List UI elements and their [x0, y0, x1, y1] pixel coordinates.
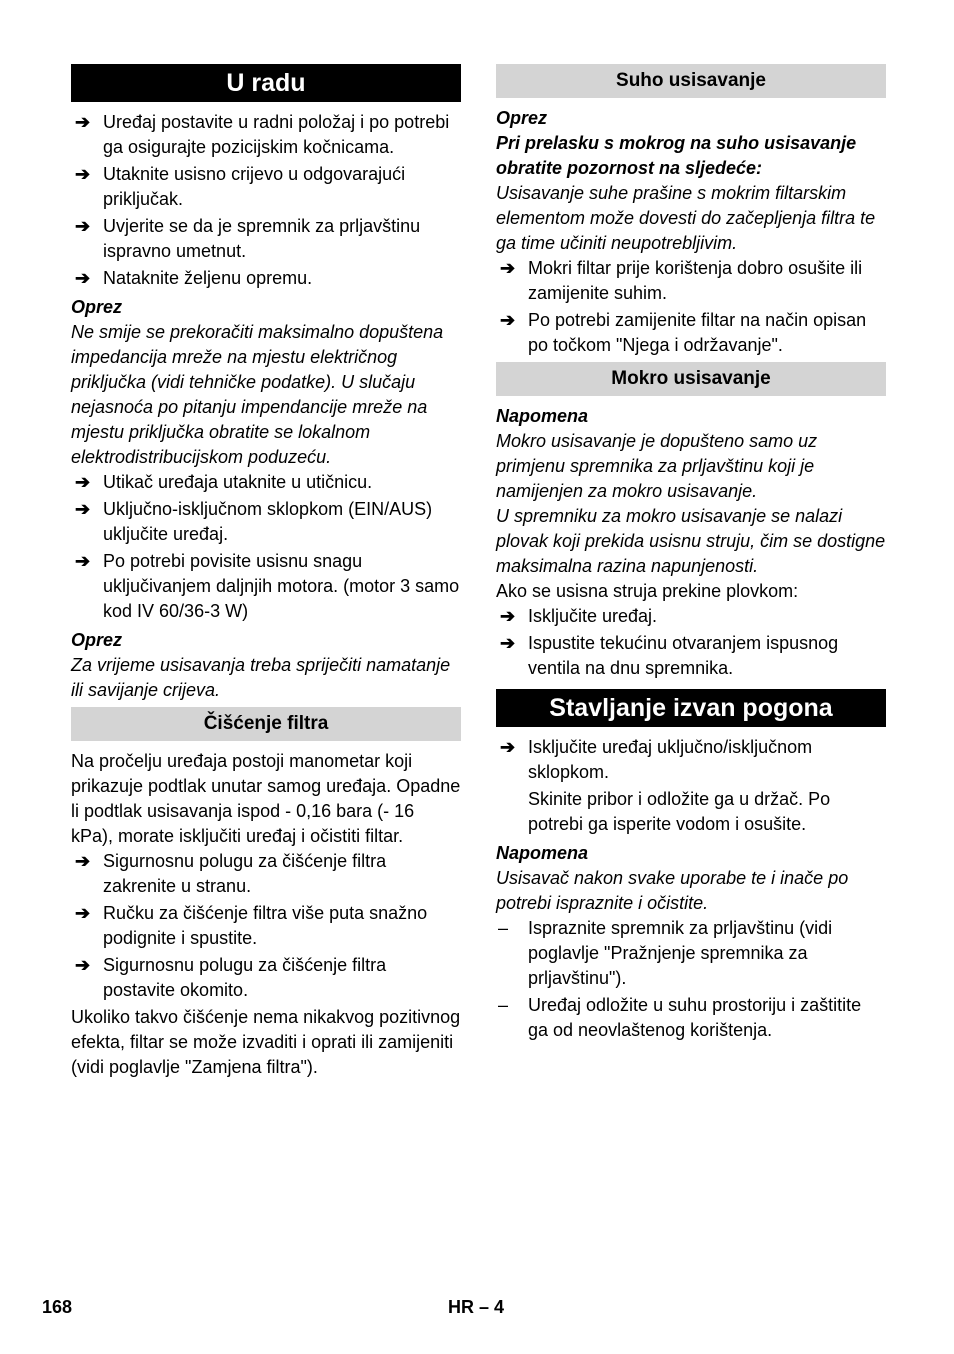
arrow-right-icon: ➔ [500, 737, 516, 757]
heading-mokro-usisavanje: Mokro usisavanje [496, 362, 886, 396]
mokro-plain-text: Ako se usisna struja prekine plovkom: [496, 581, 799, 601]
item-text: Ručku za čišćenje filtra više puta snažno podignite i spustite. [103, 903, 428, 948]
heading-u-radu: U radu [71, 64, 461, 102]
item-text: Po potrebi povisite usisnu snagu uključivanjem daljnjih motora. (motor 3 samo kod IV 60/36-3 W) [103, 551, 460, 621]
arrow-right-icon: ➔ [75, 472, 91, 492]
list-item [71, 162, 461, 212]
left-column [71, 64, 461, 1080]
oprez-label: Oprez [71, 630, 123, 650]
arrow-right-icon: ➔ [75, 551, 91, 571]
arrow-right-icon: ➔ [75, 851, 91, 871]
arrow-right-icon: ➔ [75, 268, 91, 288]
item-text: Utikač uređaja utaknite u utičnicu. [103, 472, 373, 492]
right-column [496, 64, 886, 1045]
ciscenje-intro: Na pročelju uređaja postoji manometar koji prikazuje podtlak unutar samog uređaja. Opadne li podtlak usisavanja ispod - 0,16 bara (- 16 kPa), morate isključiti uređaj i očistiti filtar. [71, 751, 461, 846]
item-text: Utaknite usisno crijevo u odgovarajući priključak. [103, 164, 406, 209]
indented-text: Skinite pribor i odložite ga u držač. Po potrebi ga isperite vodom i osušite. [528, 789, 831, 834]
list-item [496, 308, 886, 358]
item-text: Ispraznite spremnik za prljavštinu (vidi poglavlje "Pražnjenje spremnika za prljavštinu"). [528, 918, 833, 988]
arrow-right-icon: ➔ [75, 955, 91, 975]
list-item [496, 916, 886, 991]
napomena-text: Usisavač nakon svake uporabe te i inače po potrebi ispraznite i očistite. [496, 868, 849, 913]
heading-stavljanje-izvan-pogona: Stavljanje izvan pogona [496, 689, 886, 727]
oprez-bold: Pri prelasku s mokrog na suho usisavanje obratite pozornost na sljedeće: [496, 133, 857, 178]
napomena-text: U spremniku za mokro usisavanje se nalazi plovak koji prekida usisnu struju, čim se dostigne maksimalna razina napunjenosti. [496, 506, 886, 576]
dash-icon: – [498, 918, 509, 938]
ciscenje-outro: Ukoliko takvo čišćenje nema nikakvog pozitivnog efekta, filtar se može izvaditi i oprati ili zamijeniti (vidi poglavlje "Zamjena filtra"). [71, 1007, 461, 1077]
list-item [71, 497, 461, 547]
list-item [496, 631, 886, 681]
arrow-right-icon: ➔ [75, 499, 91, 519]
item-text: Mokri filtar prije korištenja dobro osušite ili zamijenite suhim. [528, 258, 863, 303]
item-text: Isključite uređaj uključno/isključnom sklopkom. [528, 737, 813, 782]
item-text: Isključite uređaj. [528, 606, 658, 626]
list-item [496, 735, 886, 785]
item-text: Nataknite željenu opremu. [103, 268, 313, 288]
arrow-right-icon: ➔ [500, 606, 516, 626]
item-text: Po potrebi zamijenite filtar na način opisan po točkom "Njega i održavanje". [528, 310, 867, 355]
list-item [496, 256, 886, 306]
list-item [71, 901, 461, 951]
list-item [71, 266, 461, 291]
list-item [71, 110, 461, 160]
list-item [71, 214, 461, 264]
oprez-text: Ne smije se prekoračiti maksimalno dopuštena impedancija mreže na mjestu električnog priključka (vidi tehničke podatke). U slučaju nejasnoća po pitanju impendancije mreže na mjestu priključka obratite se lokalnom elektrodistribucijskom poduzeću. [71, 322, 444, 467]
oprez-label: Oprez [496, 108, 548, 128]
napomena-label: Napomena [496, 843, 589, 863]
arrow-right-icon: ➔ [75, 216, 91, 236]
item-text: Sigurnosnu polugu za čišćenje filtra zakrenite u stranu. [103, 851, 387, 896]
oprez-label: Oprez [71, 297, 123, 317]
arrow-right-icon: ➔ [500, 310, 516, 330]
arrow-right-icon: ➔ [500, 258, 516, 278]
heading-ciscenje-filtra: Čišćenje filtra [71, 707, 461, 741]
list-item [71, 849, 461, 899]
dash-icon: – [498, 995, 509, 1015]
footer-lang-page: HR – 4 [448, 1297, 505, 1317]
page-number: 168 [42, 1297, 73, 1317]
list-item [71, 953, 461, 1003]
item-text: Sigurnosnu polugu za čišćenje filtra postavite okomito. [103, 955, 387, 1000]
oprez-text: Usisavanje suhe prašine s mokrim filtarskim elementom može dovesti do začepljenja filtra te ga time učiniti neupotrebljivim. [496, 183, 876, 253]
item-text: Uključno-isključnom sklopkom (EIN/AUS) uključite uređaj. [103, 499, 433, 544]
item-text: Uvjerite se da je spremnik za prljavštinu ispravno umetnut. [103, 216, 421, 261]
list-item [71, 470, 461, 495]
oprez-text: Za vrijeme usisavanja treba spriječiti namatanje ili savijanje crijeva. [71, 655, 451, 700]
list-item [71, 549, 461, 624]
arrow-right-icon: ➔ [75, 112, 91, 132]
list-item [496, 604, 886, 629]
arrow-right-icon: ➔ [500, 633, 516, 653]
list-item [496, 993, 886, 1043]
item-text: Uređaj postavite u radni položaj i po potrebi ga osigurajte pozicijskim kočnicama. [103, 112, 450, 157]
item-text: Ispustite tekućinu otvaranjem ispusnog ventila na dnu spremnika. [528, 633, 839, 678]
heading-suho-usisavanje: Suho usisavanje [496, 64, 886, 98]
item-text: Uređaj odložite u suhu prostoriju i zaštitite ga od neovlaštenog korištenja. [528, 995, 862, 1040]
napomena-label: Napomena [496, 406, 589, 426]
napomena-text: Mokro usisavanje je dopušteno samo uz primjenu spremnika za prljavštinu koji je namijenjen za mokro usisavanje. [496, 431, 818, 501]
arrow-right-icon: ➔ [75, 164, 91, 184]
arrow-right-icon: ➔ [75, 903, 91, 923]
